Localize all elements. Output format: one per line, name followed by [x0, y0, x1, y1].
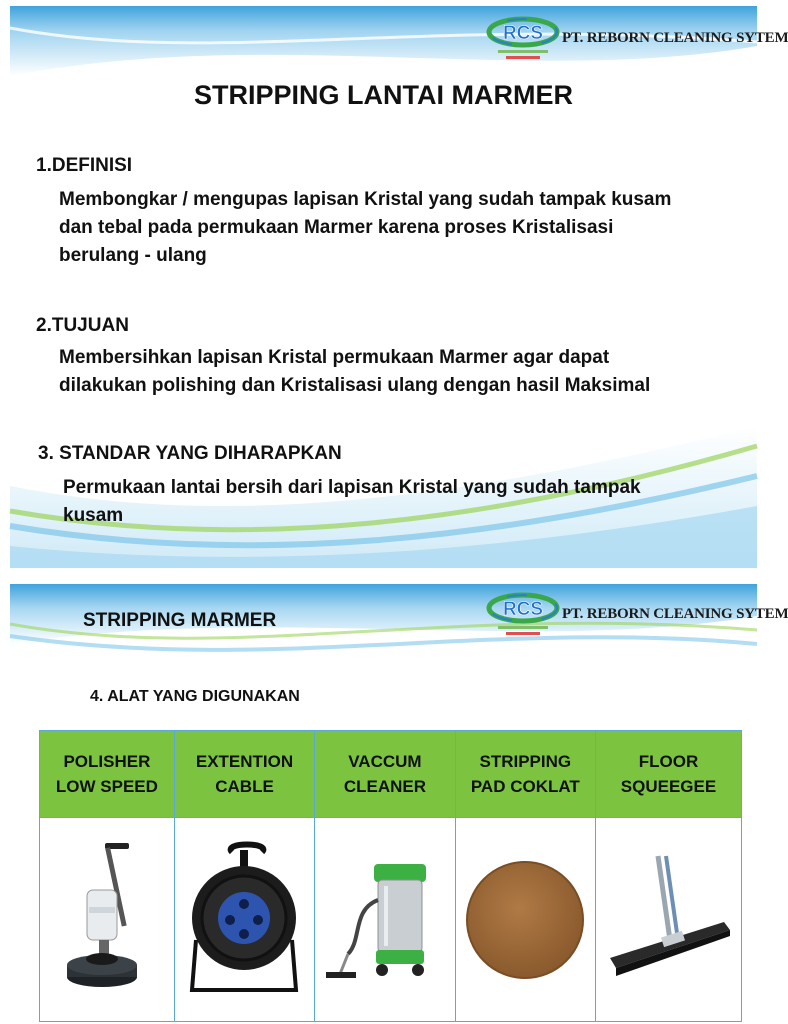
tool-image-cell	[315, 818, 455, 1022]
polisher-machine-icon	[47, 835, 167, 1005]
tools-image-row	[40, 818, 742, 1022]
tool-header-vacuum: VACCUM CLEANER	[315, 731, 455, 818]
tool-header-pad: STRIPPING PAD COKLAT	[455, 731, 595, 818]
slide-2	[10, 584, 788, 1020]
logo-letters: RCS	[502, 599, 544, 620]
slide-title: STRIPPING MARMER	[83, 610, 277, 631]
section-heading-tujuan	[36, 312, 129, 340]
section-heading: TUJUAN	[51, 315, 129, 336]
section-heading: DEFINISI	[51, 155, 133, 176]
section-heading: STANDAR YANG DIHARAPKAN	[59, 443, 342, 464]
section-body-definisi	[59, 186, 671, 270]
section-body-standar	[63, 474, 641, 530]
page-title: STRIPPING LANTAI MARMER	[194, 80, 573, 110]
tool-header-polisher: POLISHER LOW SPEED	[40, 731, 175, 818]
logo-letters: RCS	[502, 23, 544, 44]
section-number: 3.	[38, 443, 54, 464]
body-line: Permukaan lantai bersih dari lapisan Kristal yang sudah tampak	[63, 477, 641, 498]
section-heading-definisi	[36, 152, 132, 180]
slide-1	[10, 6, 788, 568]
stripping-pad-icon	[463, 850, 588, 990]
slide-subtitle: 4. ALAT YANG DIGUNAKAN	[90, 688, 300, 705]
tool-image-cell	[40, 818, 175, 1022]
section-body-tujuan	[59, 344, 650, 400]
tool-image-cell	[455, 818, 595, 1022]
body-line: dilakukan polishing dan Kristalisasi ulang dengan hasil Maksimal	[59, 375, 651, 396]
rcs-logo-icon	[486, 12, 560, 64]
section-heading-standar	[38, 440, 342, 468]
tools-table	[39, 730, 742, 1022]
body-line: kusam	[63, 505, 124, 526]
tool-header-cable: EXTENTION CABLE	[174, 731, 314, 818]
body-line: Membongkar / mengupas lapisan Kristal yang sudah tampak kusam	[59, 189, 672, 210]
cable-reel-icon	[182, 840, 307, 1000]
company-name: PT. REBORN CLEANING SYTEM	[562, 605, 788, 622]
floor-squeegee-icon	[604, 850, 734, 990]
section-number: 1.	[36, 155, 52, 176]
tools-header-row	[40, 731, 742, 818]
body-line: dan tebal pada permukaan Marmer karena proses Kristalisasi	[59, 217, 614, 238]
body-line: berulang - ulang	[59, 245, 207, 266]
company-name: PT. REBORN CLEANING SYTEM	[562, 29, 788, 46]
company-logo	[486, 588, 788, 640]
tool-image-cell	[596, 818, 742, 1022]
company-logo	[486, 12, 788, 64]
section-number: 2.	[36, 315, 52, 336]
tool-image-cell	[174, 818, 314, 1022]
tool-header-squeegee: FLOOR SQUEEGEE	[596, 731, 742, 818]
rcs-logo-icon	[486, 588, 560, 640]
vacuum-cleaner-icon	[322, 850, 447, 990]
body-line: Membersihkan lapisan Kristal permukaan Marmer agar dapat	[59, 347, 610, 368]
